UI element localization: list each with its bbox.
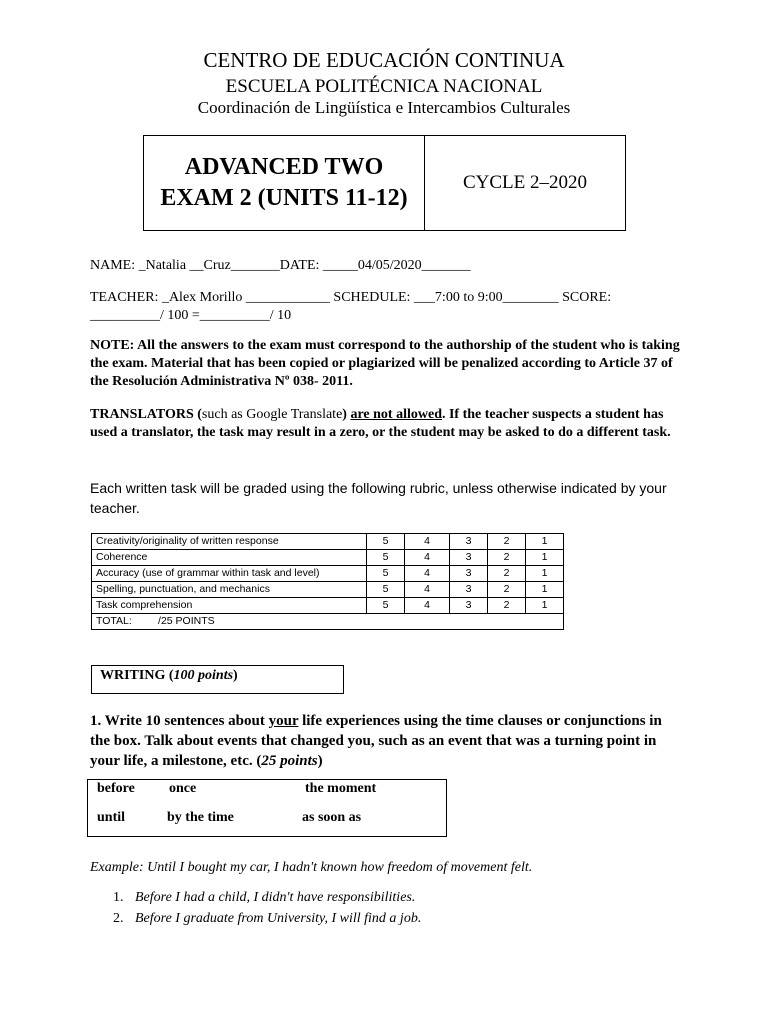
rubric-score: 5 <box>367 566 405 582</box>
not-allowed-text: are not allowed <box>350 407 442 422</box>
rubric-score: 1 <box>526 582 564 598</box>
rubric-score: 3 <box>450 566 488 582</box>
student-info-line: NAME: _Natalia __Cruz_______DATE: _____04/05/2020_______ <box>90 258 471 273</box>
rubric-score: 4 <box>405 598 450 614</box>
word-until: until <box>97 810 126 825</box>
rubric-score: 5 <box>367 598 405 614</box>
rubric-score: 2 <box>488 534 526 550</box>
rubric-criterion: Coherence <box>92 550 367 566</box>
rubric-score: 3 <box>450 534 488 550</box>
rubric-score: 5 <box>367 582 405 598</box>
question-1-points: 25 points <box>261 753 318 769</box>
writing-points: 100 points <box>173 668 234 683</box>
word-by-the-time: by the time <box>167 810 234 825</box>
word-as-soon-as: as soon as <box>302 810 362 825</box>
word-once: once <box>169 781 197 796</box>
exam-title <box>144 136 425 230</box>
rubric-row <box>92 566 564 582</box>
writing-section-header <box>91 665 344 694</box>
rubric-criterion: Creativity/originality of written response <box>92 534 367 550</box>
rubric-score: 1 <box>526 550 564 566</box>
conjunction-box <box>87 779 447 837</box>
rubric-score: 5 <box>367 534 405 550</box>
rubric-criterion: Accuracy (use of grammar within task and level) <box>92 566 367 582</box>
rubric-row <box>92 534 564 550</box>
rubric-score: 2 <box>488 550 526 566</box>
plagiarism-note: NOTE: All the answers to the exam must correspond to the authorship of the student who is taking the exam. Material that has been copied or plagiarized will be penalized according to Article 37 of the Resolución Administrativa Nº 038- 2011. <box>90 338 680 389</box>
answer-text: Before I had a child, I didn't have responsibilities. <box>135 890 416 905</box>
answer-item <box>113 911 421 927</box>
rubric-score: 1 <box>526 598 564 614</box>
translators-note <box>90 406 680 442</box>
rubric-total-row <box>92 614 564 630</box>
translators-close: ) <box>342 407 351 422</box>
rubric-score: 4 <box>405 550 450 566</box>
word-the-moment: the moment <box>305 781 377 796</box>
writing-close: ) <box>233 668 238 683</box>
teacher-info-line: TEACHER: _Alex Morillo ____________ SCHEDULE: ___7:00 to 9:00________ SCORE: __________/ 100 =__________/ 10 <box>90 290 612 323</box>
exam-name: EXAM 2 (UNITS 11-12) <box>160 185 408 211</box>
word-before: before <box>97 781 135 796</box>
rubric-score: 4 <box>405 582 450 598</box>
rubric-score: 3 <box>450 582 488 598</box>
rubric-row <box>92 582 564 598</box>
rubric-row <box>92 598 564 614</box>
answer-text: Before I graduate from University, I will find a job. <box>135 911 422 926</box>
rubric-score: 1 <box>526 534 564 550</box>
rubric-score: 2 <box>488 582 526 598</box>
institution-title: CENTRO DE EDUCACIÓN CONTINUA <box>203 48 565 72</box>
rubric-score: 5 <box>367 550 405 566</box>
rubric-criterion: Spelling, punctuation, and mechanics <box>92 582 367 598</box>
rubric-score: 4 <box>405 566 450 582</box>
question-1-close: ) <box>317 753 323 769</box>
rubric-score: 3 <box>450 598 488 614</box>
answer-item <box>113 890 415 906</box>
question-1-prefix: 1. Write 10 sentences about <box>90 713 269 729</box>
translators-rest: . If the teacher suspects a student has used a translator, the task may result in a zero, or the student may be asked to do a different task. <box>90 407 671 440</box>
school-name: ESCUELA POLITÉCNICA NACIONAL <box>225 76 543 97</box>
question-1-emphasis: your <box>268 713 299 729</box>
rubric-score: 2 <box>488 598 526 614</box>
writing-label: WRITING ( <box>100 668 174 683</box>
rubric-criterion: Task comprehension <box>92 598 367 614</box>
rubric-score: 2 <box>488 566 526 582</box>
rubric-row <box>92 550 564 566</box>
rubric-intro: Each written task will be graded using the following rubric, unless otherwise indicated by your teacher. <box>90 480 667 516</box>
rubric-score: 3 <box>450 550 488 566</box>
department-name: Coordinación de Lingüística e Intercambios Culturales <box>197 98 571 117</box>
rubric-total: TOTAL: /25 POINTS <box>92 614 564 630</box>
course-name: ADVANCED TWO <box>184 154 384 180</box>
example-sentence: Example: Until I bought my car, I hadn't known how freedom of movement felt. <box>90 860 533 875</box>
translators-lead: TRANSLATORS ( <box>90 407 202 422</box>
rubric-score: 4 <box>405 534 450 550</box>
answer-number: 2. <box>113 911 124 926</box>
answer-number: 1. <box>113 890 124 905</box>
question-1 <box>90 711 680 771</box>
rubric-table <box>91 533 564 630</box>
translators-example: such as Google Translate <box>201 407 343 422</box>
cycle-label: CYCLE 2–2020 <box>462 172 588 193</box>
rubric-score: 1 <box>526 566 564 582</box>
exam-title-box <box>143 135 626 231</box>
question-1-text: life experiences using the time clauses or conjunctions in the box. Talk about events that changed you, such as an event that was a turning point in your life, a milestone, etc. ( <box>90 713 662 769</box>
